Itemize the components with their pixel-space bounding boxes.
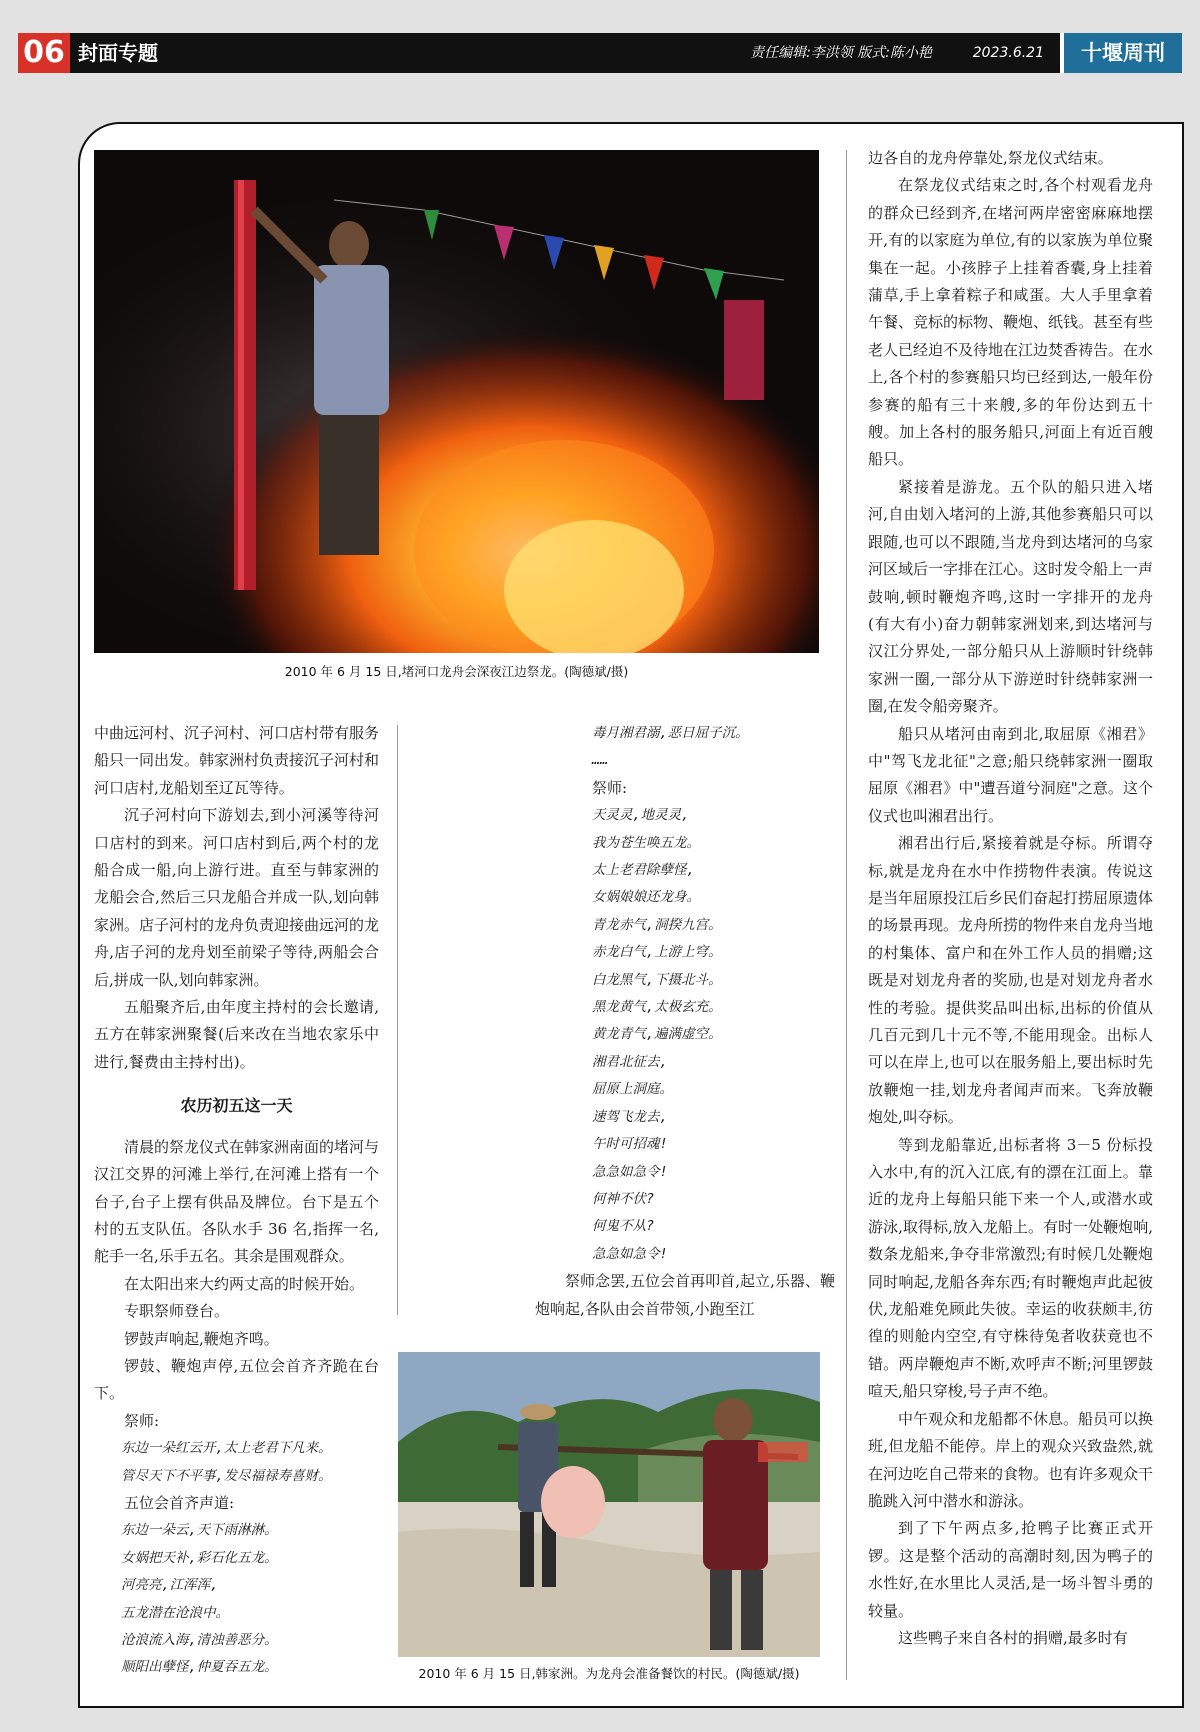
poem-line: 太上老君除孽怪, <box>592 862 695 879</box>
paragraph: 五船聚齐后,由年度主持村的会长邀请,五方在韩家洲聚餐(后来改在当地农家乐中进行,餐费由主持村出)。 <box>94 998 379 1071</box>
paragraph: 等到龙船靠近,出标者将 3－5 份标投入水中,有的沉入江底,有的漂在江面上。靠近的龙舟上每船只能下来一个人,或潜水或游泳,取得标,放入龙船上。有时一处鞭炮响,数条龙船来,争夺非常激烈;有时候几处鞭炮同时响起,龙船各奔东西;有时鞭炮声此起彼伏,龙船难免顾此失彼。幸运的收获颇丰,彷徨的则舱内空空,有守株待兔者收获竟也不错。两岸鞭炮声不断,欢呼声不断;河里锣鼓喧天,船只穿梭,号子声不绝。 <box>868 1135 1153 1401</box>
photo-villagers <box>398 1352 820 1657</box>
poem-line: 黑龙黄气,太极玄充。 <box>592 999 722 1016</box>
photo-caption-top: 2010 年 6 月 15 日,堵河口龙舟会深夜江边祭龙。(陶德斌/摄) <box>284 664 629 679</box>
poem-line: 沧浪流入海,清浊善恶分。 <box>121 1632 278 1648</box>
paragraph: 在太阳出来大约两丈高的时候开始。 <box>124 1274 365 1293</box>
poem-line: 何神不伏? <box>592 1190 655 1207</box>
photo-caption-bottom: 2010 年 6 月 15 日,韩家洲。为龙舟会准备餐饮的村民。(陶德斌/摄) <box>418 1666 800 1681</box>
paragraph: 清晨的祭龙仪式在韩家洲南面的堵河与汉江交界的河滩上举行,在河滩上搭有一个台子,台子上摆有供品及牌位。台下是五个村的五支队伍。各队水手 36 名,指挥一名,舵手一名,乐手五名。其余是围观群众。 <box>94 1137 380 1266</box>
poem-line: 毒月湘君溺,恶日屈子沉。 <box>592 725 749 741</box>
poem-line: 五龙潜在沧浪中。 <box>121 1604 229 1621</box>
paragraph: 沉子河村向下游划去,到小河溪等待河口店村的到来。河口店村到后,两个村的龙船合成一船,向上游行进。直至与韩家洲的龙船会合,然后三只龙船合并成一队,划向韩家洲。店子河村的龙舟负责迎接曲远河的龙舟,店子河的龙舟划至前梁子等待,两船会合后,拼成一队,划向韩家洲。 <box>94 806 380 989</box>
article-column-2 <box>535 720 835 1323</box>
poem-line: 白龙黑气,下摄北斗。 <box>592 971 722 988</box>
paragraph: 边各自的龙舟停靠处,祭龙仪式结束。 <box>868 149 1113 167</box>
poem-line: 东边一朵红云开,太上老君下凡来。 <box>121 1440 332 1457</box>
paragraph: 在祭龙仪式结束之时,各个村观看龙舟的群众已经到齐,在堵河两岸密密麻麻地摆开,有的以家庭为单位,有的以家族为单位聚集在一起。小孩脖子上挂着香囊,身上挂着蒲草,手上拿着粽子和咸蛋。大人手里拿着午餐、竞标的标物、鞭炮、纸钱。甚至有些老人已经迫不及待地在江边焚香祷告。在水上,各个村的参赛船只均已经到达,一般年份参赛的船有三十来艘,多的年份达到五十艘。加上各村的服务船只,河面上有近百艘船只。 <box>868 176 1154 469</box>
paragraph: 中曲远河村、沉子河村、河口店村带有服务船只一同出发。韩家洲村负责接沉子河村和河口店村,龙船划至辽瓦等待。 <box>94 724 380 797</box>
poem-line: …… <box>592 752 609 769</box>
poem-line: 青龙赤气,洞揆九宫。 <box>592 916 722 933</box>
column-divider <box>846 150 847 1680</box>
poem-line: 速驾飞龙去, <box>592 1108 668 1125</box>
article-column-3 <box>868 145 1153 1652</box>
speaker-label: 祭师: <box>592 778 628 797</box>
poem-line: 我为苍生唤五龙。 <box>592 834 700 851</box>
editor-credits: 责任编辑:李洪领 版式:陈小艳 <box>750 45 932 61</box>
poem-line: 天灵灵,地灵灵, <box>592 807 690 824</box>
poem-line: 急急如急令! <box>592 1163 668 1180</box>
paragraph: 中午观众和龙船都不休息。船员可以换班,但龙船不能停。岸上的观众兴致盎然,就在河边吃自己带来的食物。也有许多观众干脆跳入河中潜水和游泳。 <box>868 1409 1154 1510</box>
section-heading: 农历初五这一天 <box>180 1096 293 1116</box>
paragraph: 船只从堵河由南到北,取屈原《湘君》中"驾飞龙北征"之意;船只绕韩家洲一圈取屈原《湘君》中"遭吾道兮洞庭"之意。这个仪式也叫湘君出行。 <box>868 724 1153 825</box>
poem-line: 屈原上洞庭。 <box>592 1081 673 1098</box>
poem-line: 顺阳出孽怪,仲夏吞五龙。 <box>121 1659 278 1676</box>
speaker-label: 祭师: <box>124 1411 160 1430</box>
photo-night-ritual <box>94 150 819 653</box>
paragraph: 锣鼓声响起,鞭炮齐鸣。 <box>124 1329 279 1348</box>
issue-date: 2023.6.21 <box>972 45 1044 61</box>
poem-line: 东边一朵云,天下雨淋淋。 <box>121 1522 278 1539</box>
poem-line: 急急如急令! <box>592 1245 668 1262</box>
paragraph: 湘君出行后,紧接着就是夺标。所谓夺标,就是龙舟在水中作捞物件表演。传说这是当年屈原投江后乡民们奋起打捞屈原遗体的场景再现。龙舟所捞的物件来自龙舟当地的村集体、富户和在外工作人员的捐赠;这既是对划龙舟者的奖励,也是对划龙舟者水性的考验。提供奖品叫出标,出标的价值从几百元到几十元不等,不能用现金。出标人可以在岸上,也可以在服务船上,要出标时先放鞭炮一挂,划龙舟者闻声而来。飞奔放鞭炮处,叫夺标。 <box>868 834 1154 1127</box>
paragraph: 到了下午两点多,抢鸭子比赛正式开锣。这是整个活动的高潮时刻,因为鸭子的水性好,在水里比人灵活,是一场斗智斗勇的较量。 <box>868 1519 1153 1620</box>
page-number: 06 <box>18 33 70 73</box>
poem-line: 河亮亮,江浑浑, <box>121 1577 219 1594</box>
page-header <box>18 33 1182 73</box>
poem-line: 午时可招魂! <box>592 1136 668 1153</box>
speaker-label: 五位会首齐声道: <box>124 1493 235 1512</box>
poem-line: 赤龙白气,上游上穹。 <box>592 944 722 961</box>
poem-line: 女娲把天补,彩石化五龙。 <box>121 1549 278 1566</box>
paragraph: 锣鼓、鞭炮声停,五位会首齐齐跪在台下。 <box>94 1356 379 1403</box>
paragraph: 专职祭师登台。 <box>124 1302 230 1321</box>
column-divider <box>397 725 398 1315</box>
section-title: 封面专题 <box>78 41 158 65</box>
paragraph: 这些鸭子来自各村的捐赠,最多时有 <box>898 1628 1128 1647</box>
poem-line: 女娲娘娘还龙身。 <box>592 889 700 906</box>
poem-line: 管尽天下不平事,发尽福禄寿喜财。 <box>121 1467 332 1484</box>
publication-logo: 十堰周刊 <box>1060 33 1182 73</box>
paragraph: 祭师念罢,五位会首再叩首,起立,乐器、鞭炮响起,各队由会首带领,小跑至江 <box>535 1272 835 1318</box>
poem-line: 湘君北征去, <box>592 1053 668 1070</box>
article-column-1 <box>94 720 379 1682</box>
paragraph: 紧接着是游龙。五个队的船只进入堵河,自由划入堵河的上游,其他参赛船只可以跟随,也可以不跟随,当龙舟到达堵河的乌家河区域后一字排在江心。这时发令船上一声鼓响,顿时鞭炮齐鸣,这时一字排开的龙舟(有大有小)奋力朝韩家洲划来,到达堵河与汉江分界处,一部分船只从上游顺时针绕韩家洲一圈,一部分从下游逆时针绕韩家洲一圈,在发令船旁聚齐。 <box>868 477 1154 716</box>
poem-line: 何鬼不从? <box>592 1218 655 1235</box>
poem-line: 黄龙青气,遍满虚空。 <box>592 1026 722 1043</box>
